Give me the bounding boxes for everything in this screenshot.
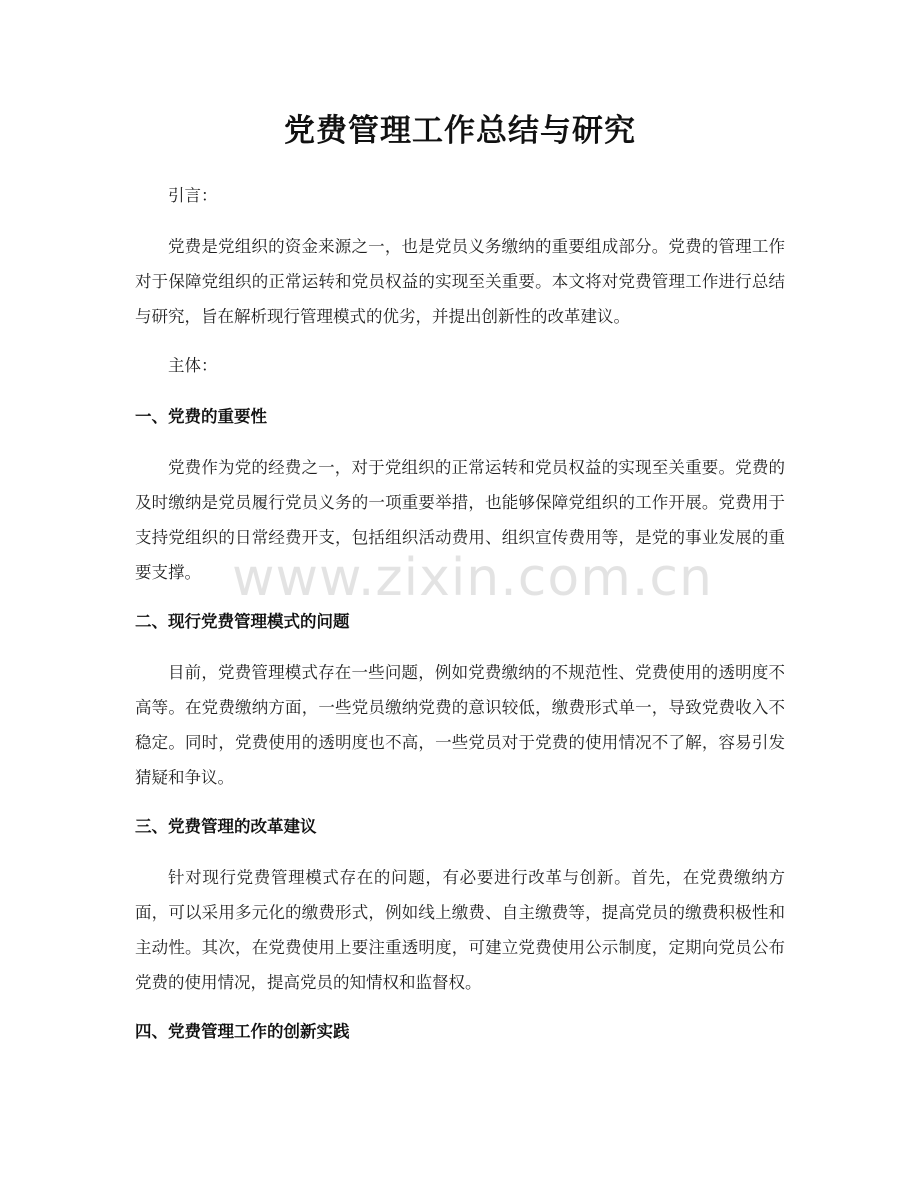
- watermark-text: www.zixin.com.cn: [232, 548, 713, 608]
- section-heading-reform: 三、党费管理的改革建议: [135, 817, 317, 836]
- intro-label: 引言：: [168, 186, 218, 205]
- intro-paragraph: 党费是党组织的资金来源之一，也是党员义务缴纳的重要组成部分。党费的管理工作对于保障党组织的正常运转和党员权益的实现至关重要。本文将对党费管理工作进行总结与研究，旨在解析现行管理模式的优劣，并提出创新性的改革建议。: [135, 237, 785, 326]
- section-paragraph-importance: 党费作为党的经费之一，对于党组织的正常运转和党员权益的实现至关重要。党费的及时缴纳是党员履行党员义务的一项重要举措，也能够保障党组织的工作开展。党费用于支持党组织的日常经费开支，包括组织活动费用、组织宣传费用等，是党的事业发展的重要支撑。: [135, 458, 785, 582]
- section-heading-importance: 一、党费的重要性: [135, 407, 267, 426]
- document-body: [135, 178, 785, 1065]
- document-title: 党费管理工作总结与研究: [284, 113, 636, 149]
- section-heading-innovation: 四、党费管理工作的创新实践: [135, 1022, 350, 1041]
- section-heading-problems: 二、现行党费管理模式的问题: [135, 612, 350, 631]
- section-paragraph-reform: 针对现行党费管理模式存在的问题，有必要进行改革与创新。首先，在党费缴纳方面，可以采用多元化的缴费形式，例如线上缴费、自主缴费等，提高党员的缴费积极性和主动性。其次，在党费使用上要注重透明度，可建立党费使用公示制度，定期向党员公布党费的使用情况，提高党员的知情权和监督权。: [135, 868, 785, 992]
- section-paragraph-problems: 目前，党费管理模式存在一些问题，例如党费缴纳的不规范性、党费使用的透明度不高等。在党费缴纳方面，一些党员缴纳党费的意识较低，缴费形式单一，导致党费收入不稳定。同时，党费使用的透明度也不高，一些党员对于党费的使用情况不了解，容易引发猜疑和争议。: [135, 663, 785, 787]
- body-label: 主体：: [168, 356, 218, 375]
